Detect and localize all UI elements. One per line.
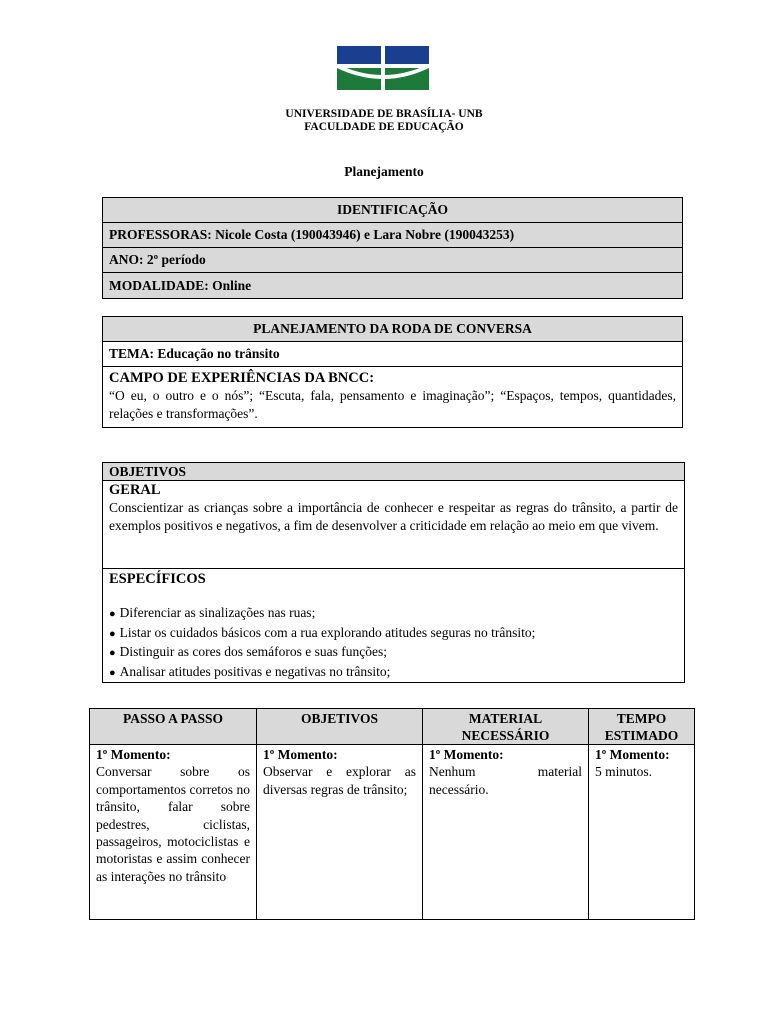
plano-table	[89, 708, 695, 920]
passo-cell: Conversar sobre os comportamentos corretos no trânsito, falar sobre pedestres, ciclistas, passageiros, motociclistas e motoristas e assim conhecer as interações no trânsito	[96, 764, 250, 884]
identificacao-heading: IDENTIFICAÇÃO	[103, 198, 683, 223]
material-cell: Nenhum material necessário.	[429, 764, 582, 797]
tema-row: TEMA: Educação no trânsito	[103, 342, 683, 367]
objetivos-table	[102, 462, 685, 683]
page-title: Planejamento	[344, 164, 424, 179]
roda-heading: PLANEJAMENTO DA RODA DE CONVERSA	[103, 317, 683, 342]
especifico-item: ● Diferenciar as sinalizações nas ruas;	[109, 604, 678, 624]
tempo-cell: 5 minutos.	[595, 764, 653, 780]
objetivos-heading: OBJETIVOS	[103, 463, 685, 481]
moment-label: 1º Momento:	[96, 747, 171, 762]
especifico-item: ● Analisar atitudes positivas e negativas no trânsito;	[109, 663, 678, 683]
col-header-material: MATERIAL NECESSÁRIO	[423, 709, 589, 745]
moment-label: 1º Momento:	[263, 747, 338, 762]
especifico-item: ● Listar os cuidados básicos com a rua explorando atitudes seguras no trânsito;	[109, 624, 678, 644]
campo-text: “O eu, o outro e o nós”; “Escuta, fala, pensamento e imaginação”; “Espaços, tempos, quantidades, relações e transformações”.	[109, 388, 676, 421]
especifico-item: ● Distinguir as cores dos semáforos e suas funções;	[109, 643, 678, 663]
campo-label: CAMPO DE EXPERIÊNCIAS DA BNCC:	[109, 370, 375, 386]
geral-text: Conscientizar as crianças sobre a importância de conhecer e respeitar as regras do trânsito, a partir de exemplos positivos e negativos, a fim de desenvolver a criticidade em relação ao meio em que vivem.	[109, 500, 678, 533]
university-name: UNIVERSIDADE DE BRASÍLIA- UNB	[285, 108, 483, 120]
col-header-objetivos: OBJETIVOS	[257, 709, 423, 745]
professoras-row: PROFESSORAS: Nicole Costa (190043946) e Lara Nobre (190043253)	[103, 223, 683, 248]
faculty-name: FACULDADE DE EDUCAÇÃO	[304, 121, 464, 133]
moment-label: 1º Momento:	[595, 747, 670, 762]
objetivos-cell: Observar e explorar as diversas regras de trânsito;	[263, 764, 416, 797]
roda-table	[102, 316, 683, 428]
especificos-label: ESPECÍFICOS	[109, 571, 206, 587]
col-header-tempo: TEMPO ESTIMADO	[589, 709, 695, 745]
col-header-passo: PASSO A PASSO	[90, 709, 257, 745]
moment-label: 1º Momento:	[429, 747, 504, 762]
identificacao-table	[102, 197, 683, 299]
unb-logo-icon	[337, 46, 429, 90]
modalidade-row: MODALIDADE: Online	[103, 273, 683, 299]
geral-label: GERAL	[109, 482, 161, 498]
ano-row: ANO: 2º período	[103, 248, 683, 273]
